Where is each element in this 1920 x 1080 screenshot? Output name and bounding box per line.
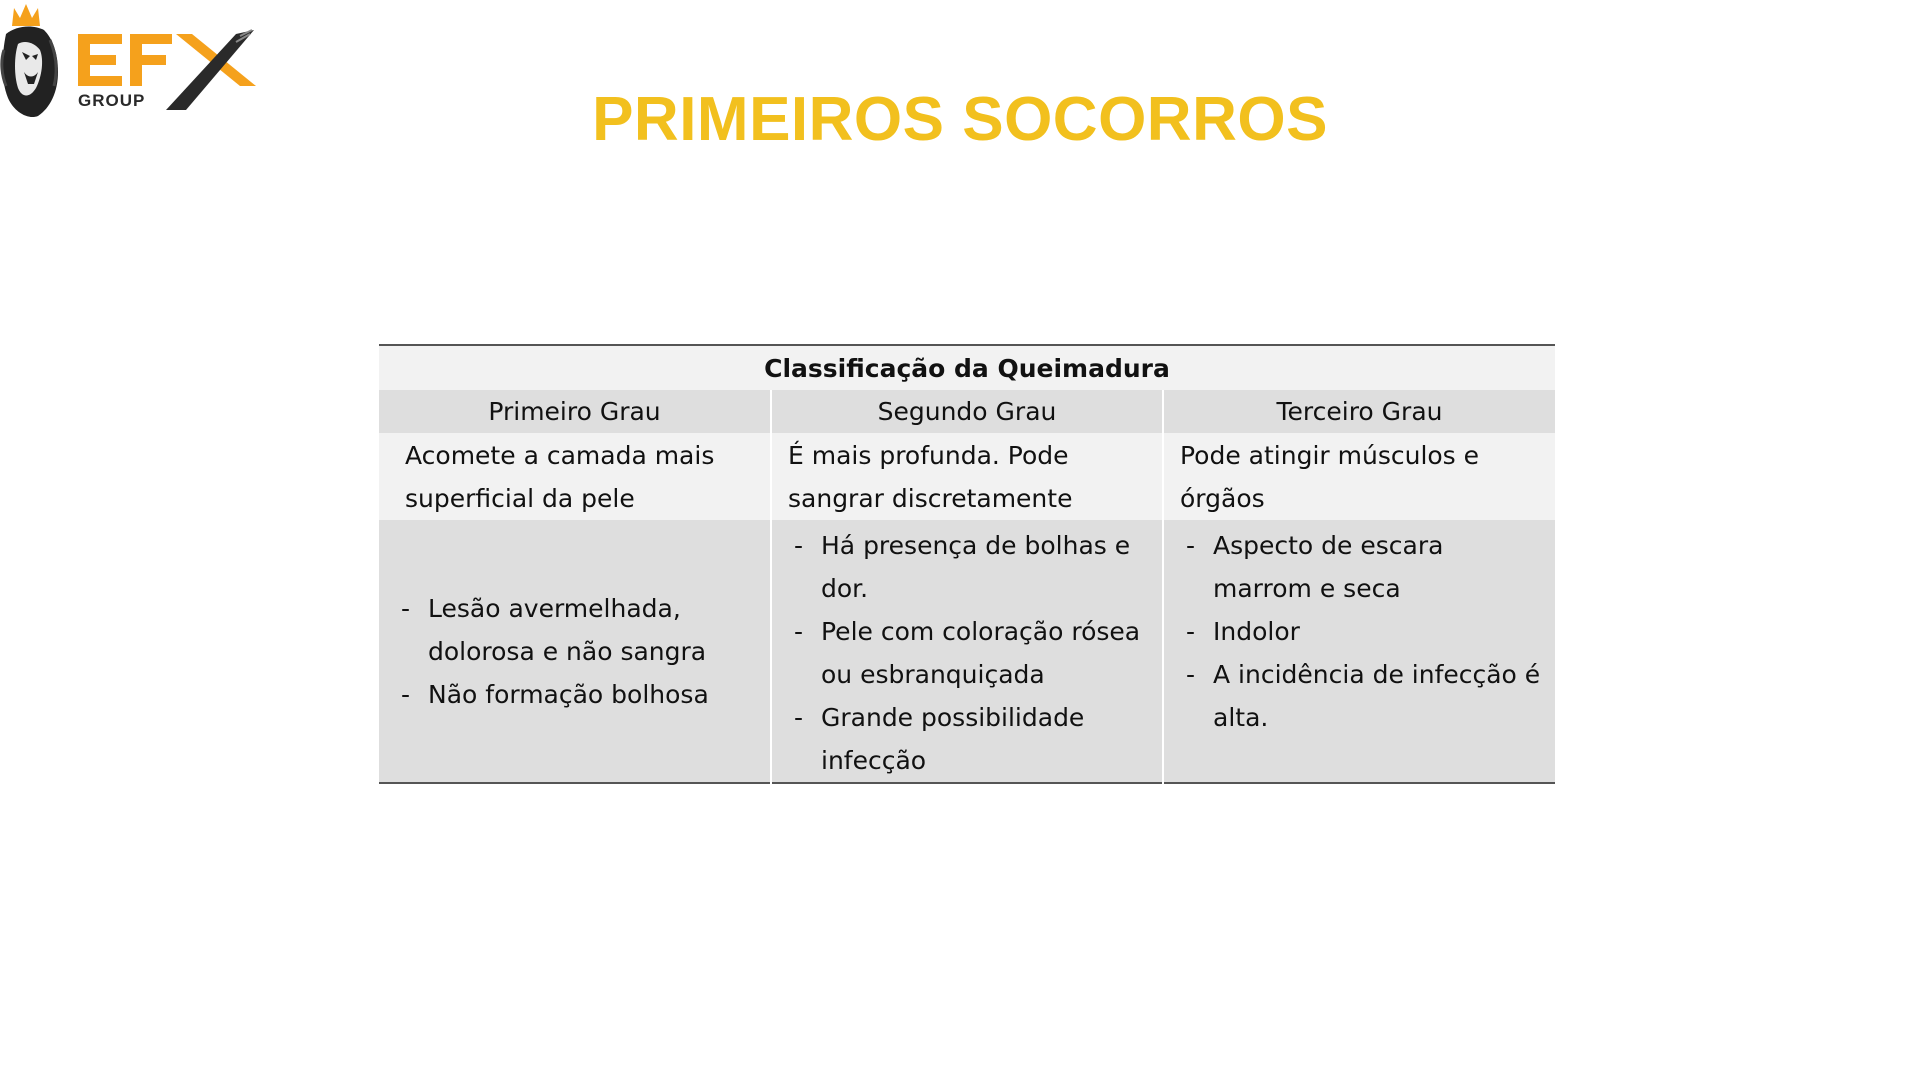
list-item: - Não formação bolhosa — [401, 679, 709, 709]
page-title: PRIMEIROS SOCORROS — [592, 85, 1328, 154]
bullet-list — [794, 524, 1148, 782]
features-first-degree — [379, 520, 771, 783]
features-third-degree — [1163, 520, 1555, 783]
list-item: - Lesão avermelhada, dolorosa e não sangra — [401, 593, 707, 666]
logo-subtitle: GROUP — [78, 91, 146, 110]
list-item: - Pele com coloração rósea ou esbranquiçada — [794, 617, 1141, 689]
bullet-list — [401, 587, 756, 716]
description-second-degree: É mais profunda. Pode sangrar discretamente — [771, 433, 1163, 520]
list-item: - Grande possibilidade infecção — [794, 703, 1085, 775]
description-first-degree: Acomete a camada mais superficial da pele — [379, 433, 771, 520]
list-item: - Há presença de bolhas e dor. — [794, 531, 1131, 603]
description-third-degree: Pode atingir músculos e órgãos — [1163, 433, 1555, 520]
list-item: - Indolor — [1186, 617, 1300, 646]
list-item: - Aspecto de escara marrom e seca — [1186, 531, 1444, 603]
header-second-degree: Segundo Grau — [771, 390, 1163, 433]
bullet-list — [1186, 524, 1541, 739]
table-caption: Classificação da Queimadura — [379, 345, 1555, 390]
features-second-degree — [771, 520, 1163, 783]
list-item: - A incidência de infecção é alta. — [1186, 660, 1541, 732]
burn-classification-table — [379, 344, 1555, 784]
header-third-degree: Terceiro Grau — [1163, 390, 1555, 433]
header-first-degree: Primeiro Grau — [379, 390, 771, 433]
